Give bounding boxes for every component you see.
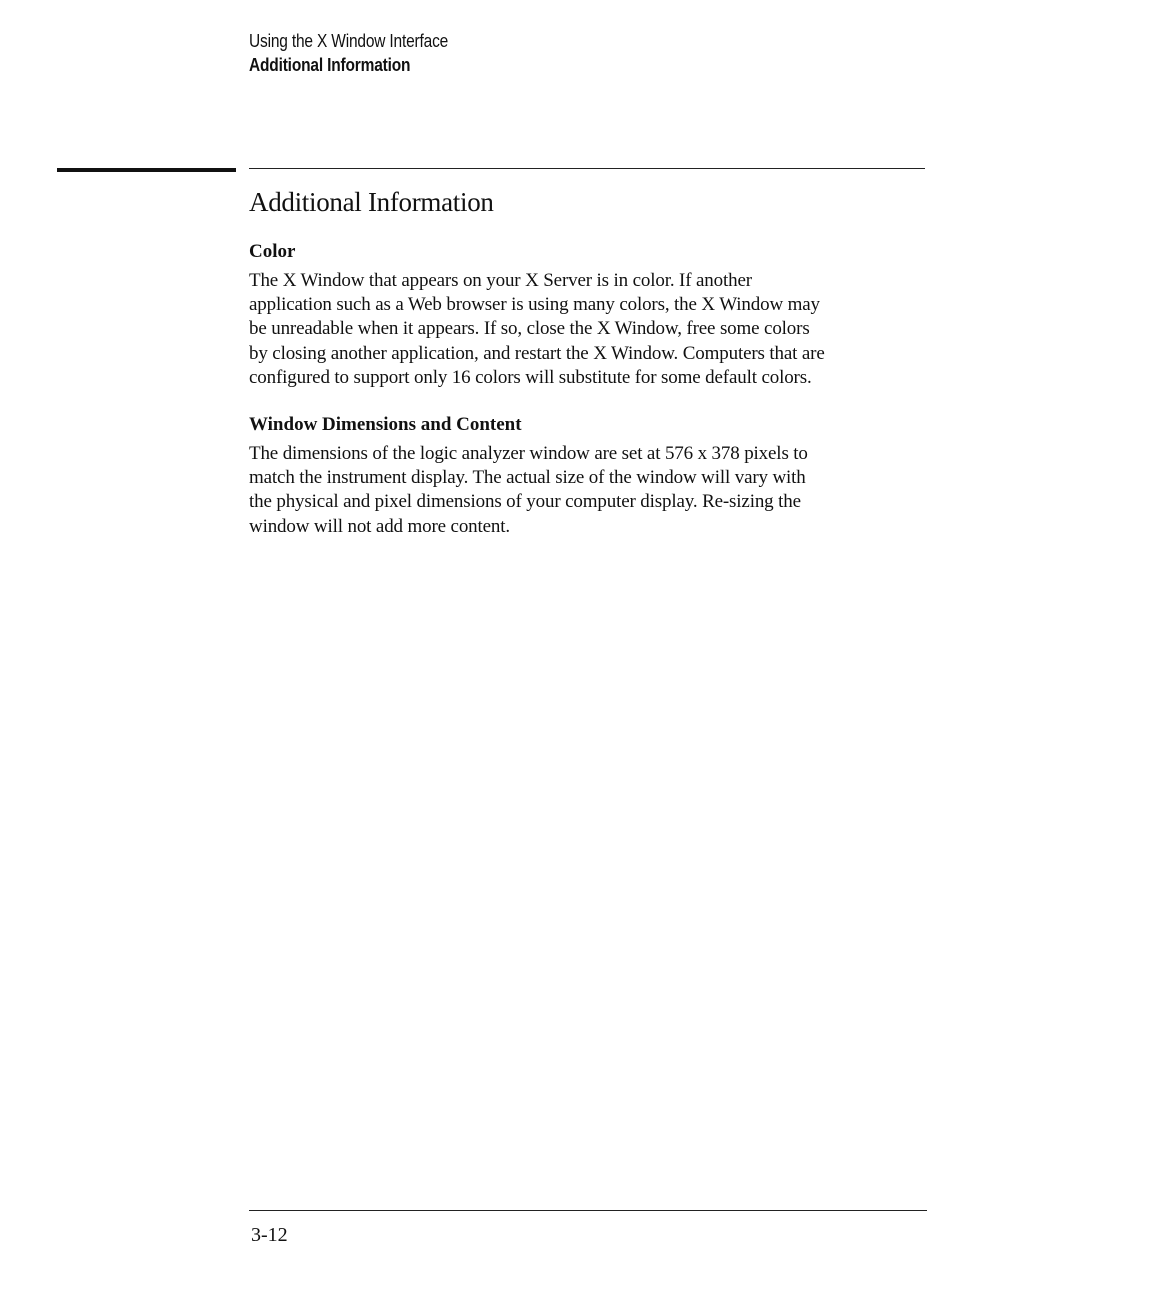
paragraph-color [249,269,939,390]
paragraph-line: configured to support only 16 colors will substitute for some default colors. [249,366,812,388]
paragraph-line: The dimensions of the logic analyzer window are set at 576 x 378 pixels to [249,443,808,465]
paragraph-line: match the instrument display. The actual size of the window will vary with [249,467,806,489]
running-head [249,29,448,77]
section-marker-rule [57,168,236,172]
paragraph-line: application such as a Web browser is using many colors, the X Window may [249,294,820,316]
subheading-color: Color [249,241,296,262]
paragraph-window-dimensions [249,442,939,539]
paragraph-line: be unreadable when it appears. If so, close the X Window, free some colors [249,318,810,340]
footer-rule [249,1210,927,1211]
paragraph-line: The X Window that appears on your X Server is in color. If another [249,270,752,291]
paragraph-line: the physical and pixel dimensions of your computer display. Re-sizing the [249,491,801,513]
running-head-chapter: Using the X Window Interface [249,31,449,51]
section-title: Additional Information [249,187,494,217]
paragraph-line: by closing another application, and restart the X Window. Computers that are [249,342,825,364]
section-top-rule [249,168,925,169]
subheading-window-dimensions: Window Dimensions and Content [249,414,522,436]
paragraph-line: window will not add more content. [249,515,511,537]
running-head-section: Additional Information [249,55,411,75]
main-content [249,183,939,539]
page-number: 3-12 [251,1224,288,1246]
